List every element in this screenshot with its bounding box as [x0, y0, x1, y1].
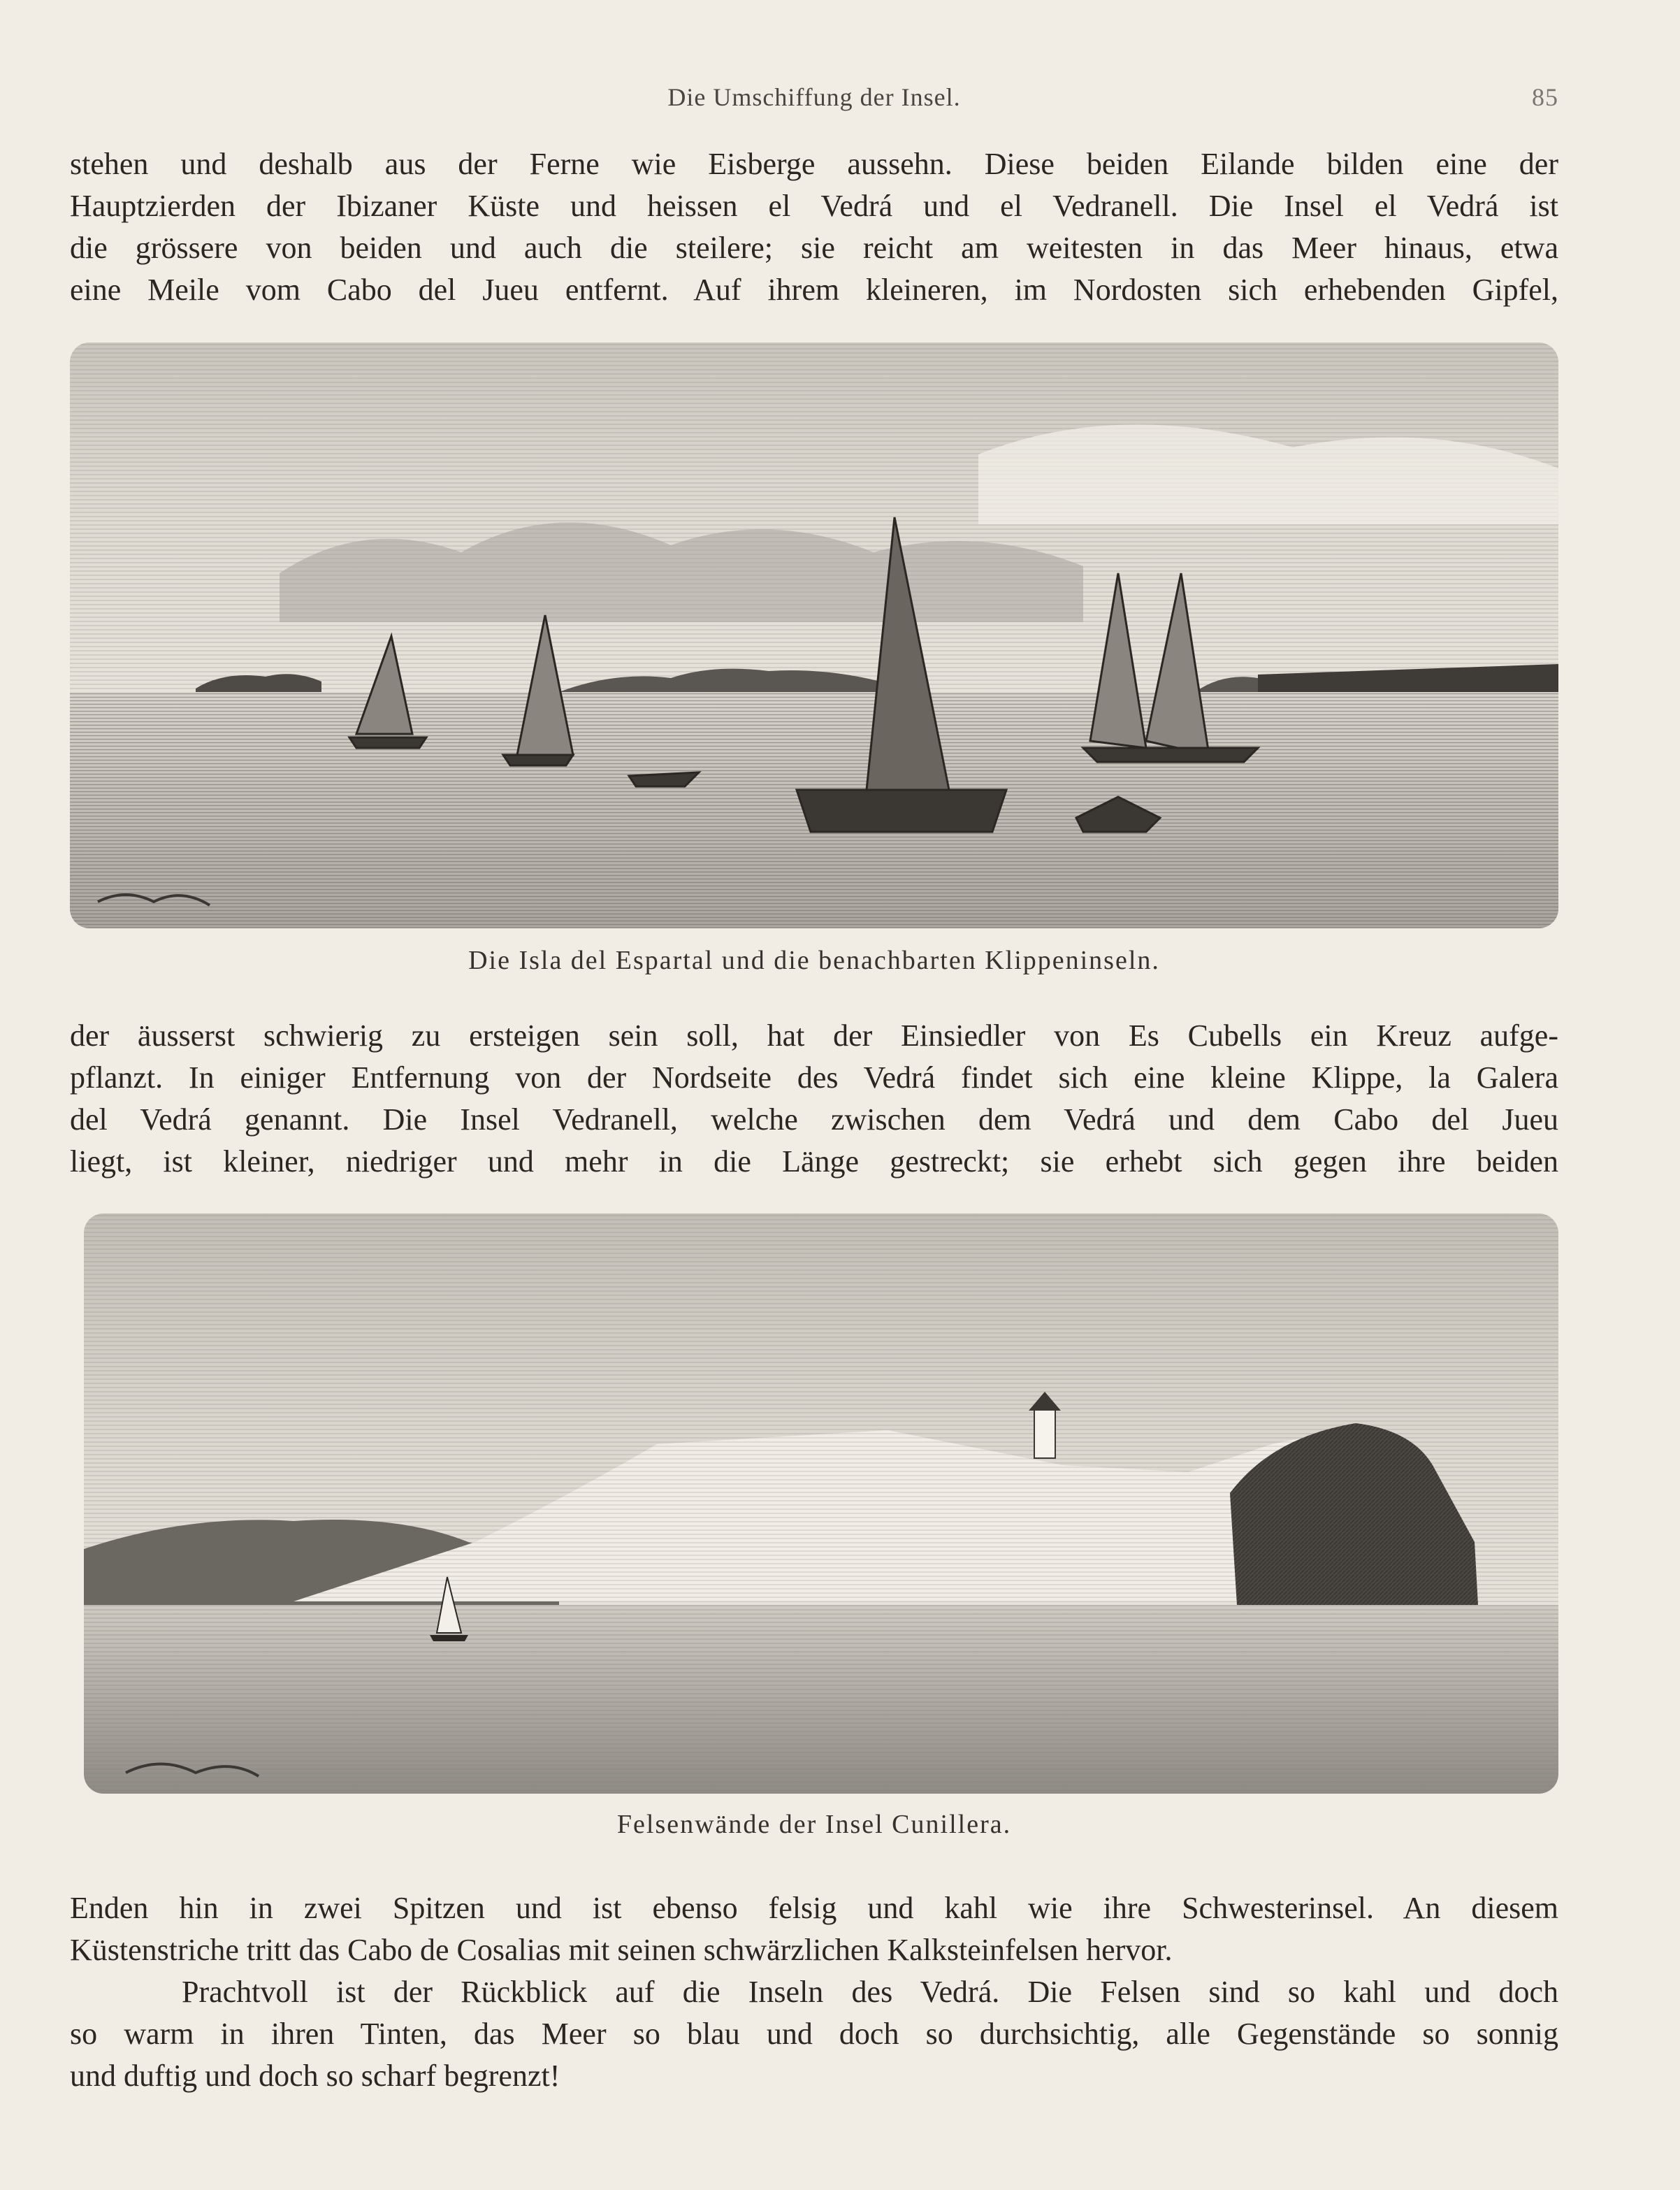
running-header [70, 82, 1558, 117]
paragraph-1 [70, 143, 1558, 311]
figure-1-caption: Die Isla del Espartal und die benachbarten Klippeninseln. [468, 946, 1160, 975]
text-line: die grössere von beiden und auch die steilere; sie reicht am weitesten in das Meer hinaus, etwa [70, 231, 1558, 265]
text-line: eine Meile vom Cabo del Jueu entfernt. Auf ihrem kleineren, im Nordosten sich erhebenden Gipfel, [70, 273, 1558, 307]
text-line: stehen und deshalb aus der Ferne wie Eisberge aussehn. Diese beiden Eilande bilden eine der [70, 147, 1558, 181]
figure-2-caption: Felsenwände der Insel Cunillera. [616, 1810, 1012, 1839]
text-line: der äusserst schwierig zu ersteigen sein soll, hat der Einsiedler von Es Cubells ein Kreuz aufge- [70, 1018, 1558, 1053]
paragraph-3 [70, 1887, 1558, 1971]
text-line: Hauptzierden der Ibizaner Küste und heissen el Vedrá und el Vedranell. Die Insel el Vedrá ist [70, 189, 1558, 223]
text-line: del Vedrá genannt. Die Insel Vedranell, welche zwischen dem Vedrá und dem Cabo del Jueu [70, 1102, 1558, 1137]
figure-2-engraving [84, 1213, 1558, 1794]
text-line: Küstenstriche tritt das Cabo de Cosalias mit seinen schwärzlichen Kalksteinfelsen hervor. [70, 1933, 1173, 1967]
page-number: 85 [1532, 83, 1558, 111]
figure-1-engraving [70, 343, 1558, 928]
text-line: liegt, ist kleiner, niedriger und mehr in die Länge gestreckt; sie erhebt sich gegen ihre beiden [70, 1144, 1558, 1179]
text-line: so warm in ihren Tinten, das Meer so blau und doch so durchsichtig, alle Gegenstände so sonnig [70, 2017, 1558, 2051]
paragraph-4 [70, 1971, 1558, 2097]
text-line: pflanzt. In einiger Entfernung von der Nordseite des Vedrá findet sich eine kleine Klippe, la Galera [70, 1060, 1558, 1095]
engraving-cliffs-lighthouse-icon [84, 1213, 1558, 1794]
text-line: Prachtvoll ist der Rückblick auf die Inseln des Vedrá. Die Felsen sind so kahl und doch [182, 1975, 1558, 2009]
engraving-sailboats-islands-icon [70, 343, 1558, 928]
text-line: und duftig und doch so scharf begrenzt! [70, 2059, 560, 2093]
paragraph-2 [70, 1015, 1558, 1183]
text-line: Enden hin in zwei Spitzen und ist ebenso felsig und kahl wie ihre Schwesterinsel. An diesem [70, 1891, 1558, 1925]
running-title: Die Umschiffung der Insel. [667, 83, 961, 111]
